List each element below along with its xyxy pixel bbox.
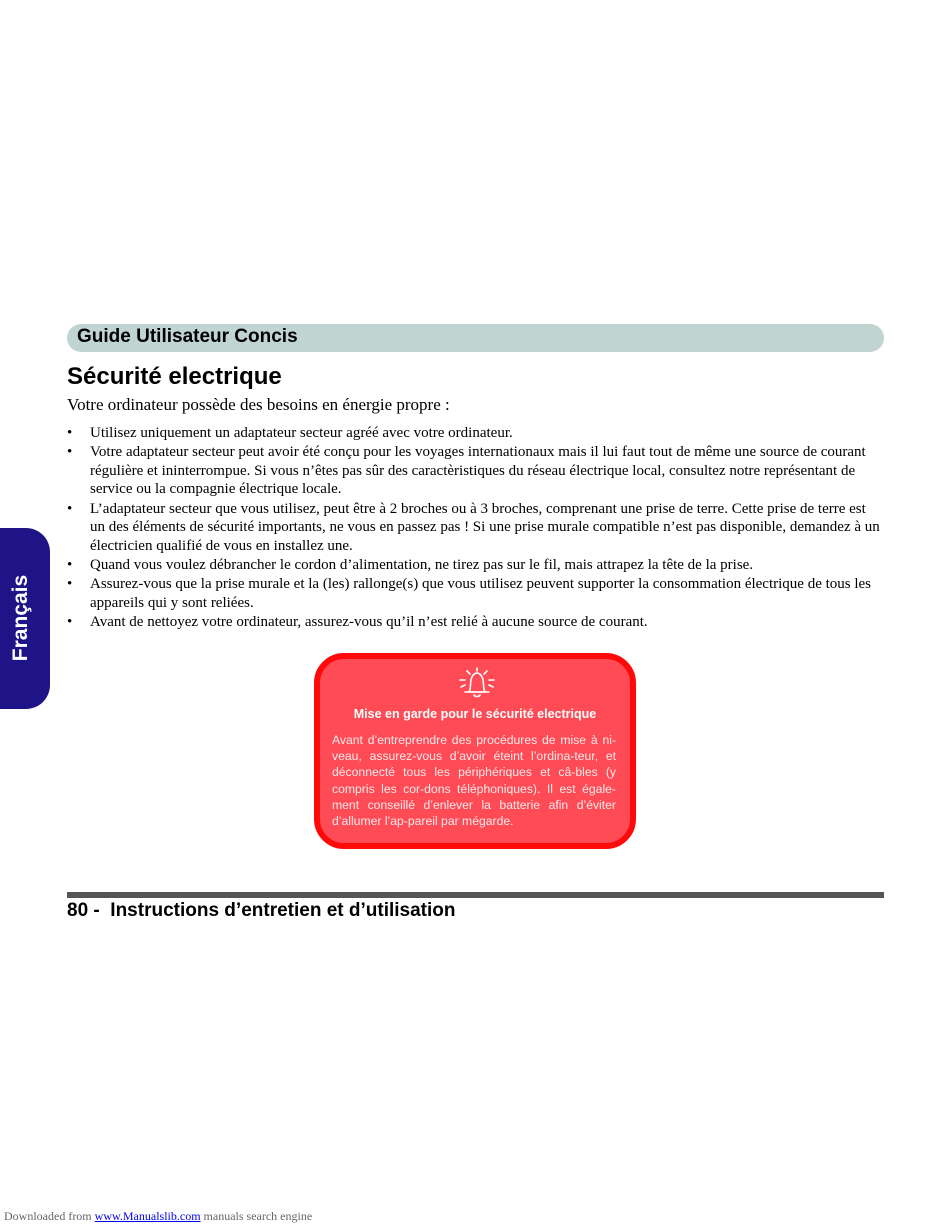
warning-title: Mise en garde pour le sécurité electrique [353, 707, 597, 721]
bullet-dot: • [67, 425, 73, 441]
warning-box [314, 653, 636, 849]
download-suffix: manuals search engine [200, 1209, 313, 1223]
footer-page-label: 80 - Instructions d’entretien et d’utilisation [67, 900, 456, 921]
bullet-item [67, 500, 884, 556]
bullet-list [67, 424, 884, 632]
bullet-dot: • [67, 613, 73, 630]
download-prefix: Downloaded from [4, 1209, 95, 1223]
section-title: Sécurité electrique [67, 363, 282, 390]
bullet-text: Avant de nettoyez votre ordinateur, assurez-vous qu’il n’est relié à aucune source de courant. [90, 613, 648, 630]
header-title: Guide Utilisateur Concis [77, 326, 298, 347]
bullet-text: L’adaptateur secteur que vous utilisez, peut être à 2 broches ou à 3 broches, comprenant une prise de terre. Cette prise de terre est un des éléments de sécurité importants, ne vous en passez pas ! Si une prise murale compatible n’est pas disponible, demandez à un électricien qualifié de vous en installez une. [90, 500, 880, 554]
bullet-item [67, 613, 884, 632]
bullet-item [67, 556, 884, 575]
language-tab-label: Français [9, 574, 32, 662]
bullet-dot: • [67, 500, 73, 517]
bullet-text: Votre adaptateur secteur peut avoir été conçu pour les voyages internationaux mais il lui faut tout de même une source de courant régulière et ininterrompue. Si vous n’êtes pas sûr des caractèristiques du réseau électrique local, consultez notre représentant de service ou la compagnie électrique locale. [90, 444, 866, 498]
bullet-dot: • [67, 556, 73, 573]
bullet-dot: • [67, 444, 73, 461]
download-notice [4, 1208, 312, 1224]
header-bar [67, 324, 884, 352]
bullet-item [67, 575, 884, 612]
footer-rule [67, 892, 884, 898]
bullet-text: Assurez-vous que la prise murale et la (les) rallonge(s) que vous utilisez peuvent supporter la consommation électrique de tous les appareils qui y sont reliées. [90, 576, 872, 611]
bullet-item [67, 424, 884, 443]
manualslib-link[interactable]: www.Manualslib.com [94, 1209, 201, 1223]
bullet-text: Quand vous voulez débrancher le cordon d’alimentation, ne tirez pas sur le fil, mais attrapez la tête de la prise. [90, 556, 754, 573]
bullet-text: Utilisez uniquement un adaptateur secteur agréé avec votre ordinateur. [90, 425, 513, 441]
alarm-bell-icon [456, 665, 498, 699]
warning-body: Avant d’entreprendre des procédures de mise à ni-veau, assurez-vous d’avoir éteint l’ordina-teur, et déconnecté tous les périphériques et câ-bles (y compris les cor-dons téléphoniques). Il est égale-ment conseillé d’enlever la batterie afin d’éviter d’allumer l’ap-pareil par mégarde. [332, 733, 616, 829]
bullet-item [67, 443, 884, 499]
section-intro: Votre ordinateur possède des besoins en énergie propre : [67, 395, 450, 414]
bullet-dot: • [67, 576, 73, 593]
